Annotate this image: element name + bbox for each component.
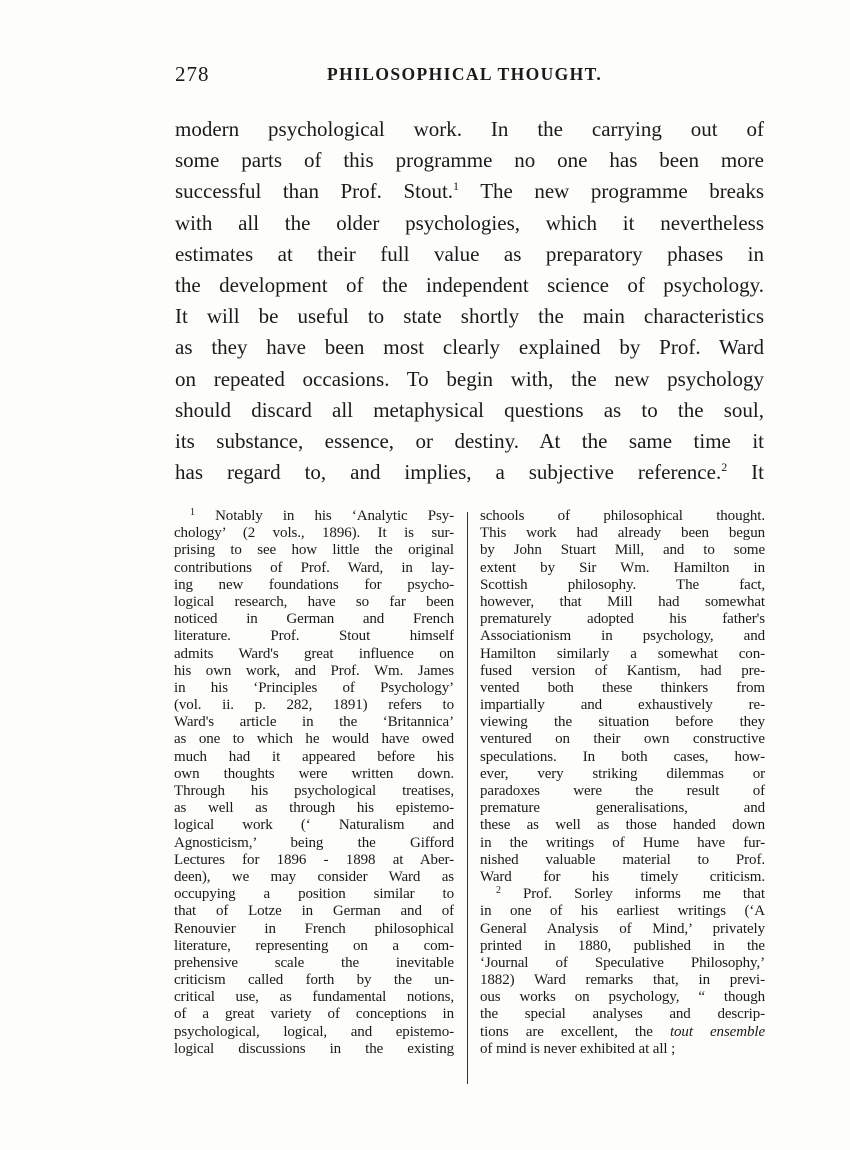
footnote-line: vented both these thinkers from [480,679,765,696]
footnotes-right-column [480,508,765,1058]
footnote-line: prising to see how little the original [174,542,454,559]
footnote-line: Scottish philosophy. The fact, [480,576,765,593]
footnote-line: This work had already been begun [480,525,765,542]
footnote-line: contributions of Prof. Ward, in lay- [174,559,454,576]
footnote-line: 1882) Ward remarks that, in previ- [480,972,765,989]
footnote-marker-1: 1 [190,508,195,518]
footnote-line: ventured on their own constructive [480,731,765,748]
running-header [175,62,765,90]
footnote-line: ever, very striking dilemmas or [480,765,765,782]
footnote-line: own thoughts were written down. [174,765,454,782]
footnote-line: these as well as those handed down [480,817,765,834]
footnote-line: admits Ward's great influence on [174,645,454,662]
footnote-line: of a great variety of conceptions in [174,1006,454,1023]
body-line: as they have been most clearly explained by Prof. Ward [175,335,764,360]
footnote-line: speculations. In both cases, how- [480,748,765,765]
footnote-line: extent by Sir Wm. Hamilton in [480,559,765,576]
footnote-line: impartially and exhaustively re- [480,697,765,714]
main-text [175,114,764,488]
footnote-line: prehensive scale the inevitable [174,954,454,971]
footnote-line: that of Lotze in German and of [174,903,454,920]
footnote-line: Hamilton similarly a somewhat con- [480,645,765,662]
footnote-line: ing new foundations for psycho- [174,576,454,593]
footnote-line: chology’ (2 vols., 1896). It is sur- [174,525,454,542]
footnote-line: critical use, as fundamental notions, [174,989,454,1006]
page-number: 278 [175,62,210,86]
footnote-line: logical research, have so far been [174,593,454,610]
body-line: should discard all metaphysical questions as to the soul, [175,397,764,422]
body-line: has regard to, and implies, a subjective reference.$^2$ It [175,460,764,485]
footnote-line: schools of philosophical thought. [480,508,765,524]
footnote-line: premature generalisations, and [480,800,765,817]
footnote-line: General Analysis of Mind,’ privately [480,920,765,937]
footnote-line: as one to which he would have owed [174,731,454,748]
footnote-line: Ward's article in the ‘Britannica’ [174,714,454,731]
footnote-line: the special analyses and descrip- [480,1006,765,1023]
footnote-ref-1: 1 [453,179,460,194]
footnote-line: of mind is never exhibited at all ; [480,1040,676,1057]
footnote-line: Lectures for 1896 - 1898 at Aber- [174,851,454,868]
footnote-line: literature, representing on a com- [174,937,454,954]
body-line: estimates at their full value as preparatory phases in [175,241,764,266]
footnote-line: his own work, and Prof. Wm. James [174,662,454,679]
footnote-line: Through his psychological treatises, [174,783,454,799]
footnote-line: viewing the situation before they [480,714,765,731]
footnote-line: psychological, logical, and epistemo- [174,1023,454,1040]
footnote-line: Associationism in psychology, and [480,628,765,645]
body-line: the development of the independent science of psychology. [175,272,764,297]
column-divider [467,512,468,1084]
running-title: PHILOSOPHICAL THOUGHT. [327,64,603,84]
footnote-line: Renouvier in French philosophical [174,920,454,937]
body-line: with all the older psychologies, which it nevertheless [175,210,764,235]
body-line: some parts of this programme no one has been more [175,148,764,173]
footnote-line: however, that Mill had somewhat [480,593,765,610]
footnote-line: deen), we may consider Ward as [174,868,454,885]
footnote-line: noticed in German and French [174,611,454,628]
footnote-line: in his ‘Principles of Psychology’ [174,679,454,696]
italic-phrase: tout ensemble [652,1023,765,1040]
footnote-line: in the writings of Hume have fur- [480,834,765,851]
body-line: It will be useful to state shortly the main characteristics [175,304,764,329]
footnote-line: nished valuable material to Prof. [480,851,765,868]
footnote-line: (vol. ii. p. 282, 1891) refers to [174,697,454,714]
body-line: on repeated occasions. To begin with, the new psychology [175,366,764,391]
body-line: modern psychological work. In the carrying out of [175,117,764,141]
footnote-line: Ward for his timely criticism. [480,868,765,885]
footnote-line: much had it appeared before his [174,748,454,765]
footnote-line: ‘Journal of Speculative Philosophy,’ [480,954,765,971]
footnote-line: Agnosticism,’ being the Gifford [174,834,454,851]
footnote-line: by John Stuart Mill, and to some [480,542,765,559]
footnote-line: paradoxes were the result of [480,783,765,799]
footnote-line: logical work (‘ Naturalism and [174,817,454,834]
footnote-line: printed in 1880, published in the [480,937,765,954]
footnote-line: tions are excellent, the tout ensemble [480,1023,765,1040]
body-line: successful than Prof. Stout.$^1$ The new programme breaks [175,179,764,204]
footnote-line: logical discussions in the existing [174,1040,454,1057]
footnote-line: in one of his earliest writings (‘A [480,903,765,920]
footnote-line: literature. Prof. Stout himself [174,628,454,645]
footnote-marker-2: 2 [496,886,501,897]
footnotes-left-column [174,508,454,1058]
footnote-line: as well as through his epistemo- [174,800,454,817]
footnote-line: ous works on psychology, “ though [480,989,765,1006]
footnote-line: $^1$ Notably in his ‘Analytic Psy- [190,508,454,524]
body-line: its substance, essence, or destiny. At the same time it [175,428,764,453]
footnote-line: $^2$ Prof. Sorley informs me that [496,886,765,903]
footnote-line: criticism called forth by the un- [174,972,454,989]
footnote-ref-2: 2 [721,460,728,475]
footnote-line: occupying a position similar to [174,886,454,903]
footnote-line: prematurely adopted his father's [480,611,765,628]
footnote-line: fused version of Kantism, had pre- [480,662,765,679]
